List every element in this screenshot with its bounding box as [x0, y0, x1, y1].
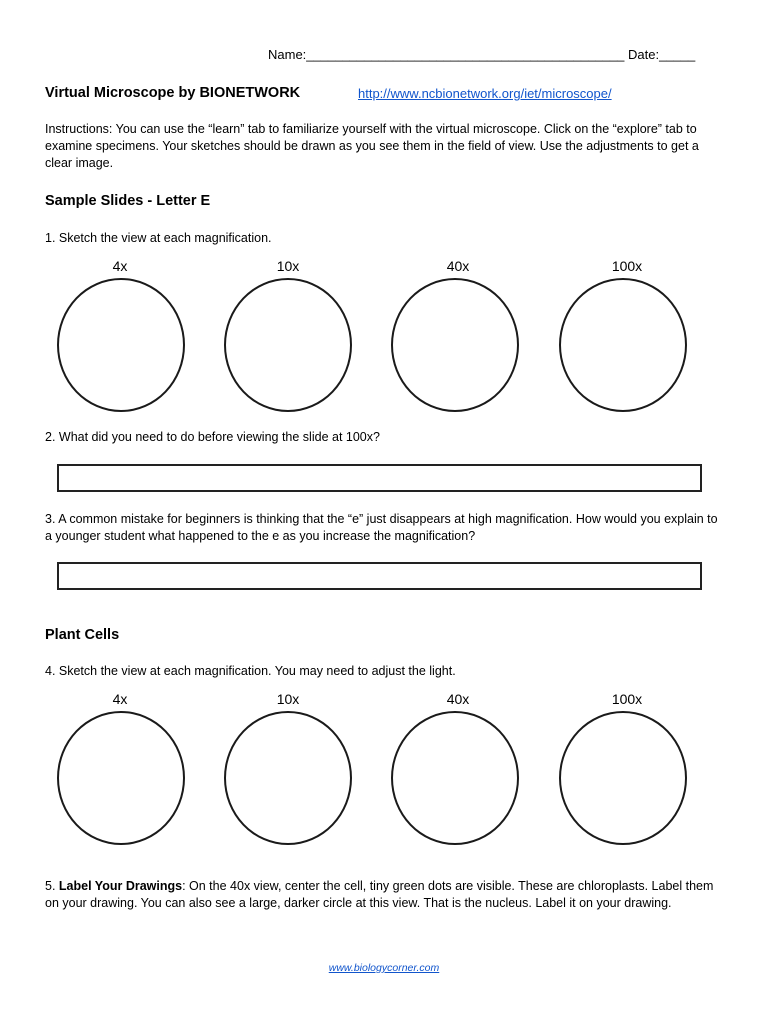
name-date-line	[268, 46, 695, 63]
page-title: Virtual Microscope by BIONETWORK	[45, 85, 301, 101]
section-heading-sample-slides: Sample Slides - Letter E	[45, 193, 211, 209]
mag-label-100x: 100x	[611, 691, 643, 707]
sketch-circle-100x[interactable]	[559, 278, 687, 412]
mag-label-40x: 40x	[446, 258, 470, 274]
question-3: 3. A common mistake for beginners is thinking that the “e” just disappears at high magnification. How would you explain to a younger student what happened to the e as you increase the magnification?	[45, 512, 718, 543]
instructions-text: Instructions: You can use the “learn” tab to familiarize yourself with the virtual microscope. Click on the “explore” tab to examine specimens. Your sketches should be drawn as you see them in the field of view. Use the adjustments to get a clear image.	[45, 122, 699, 170]
microscope-url-link[interactable]: http://www.ncbionetwork.org/iet/microscope/	[358, 86, 612, 101]
mag-label-10x: 10x	[276, 691, 300, 707]
sketch-circle-10x[interactable]	[224, 278, 352, 412]
sketch-circle-100x[interactable]	[559, 711, 687, 845]
question-5-bold-label: Label Your Drawings	[58, 879, 183, 893]
sketch-circle-40x[interactable]	[391, 711, 519, 845]
mag-label-10x: 10x	[276, 258, 300, 274]
date-field[interactable]: _____	[659, 47, 696, 62]
name-label: Name:	[268, 47, 307, 62]
mag-label-100x: 100x	[611, 258, 643, 274]
question-4: 4. Sketch the view at each magnification. You may need to adjust the light.	[45, 664, 456, 678]
sketch-circle-10x[interactable]	[224, 711, 352, 845]
section-heading-plant-cells: Plant Cells	[45, 627, 120, 643]
mag-label-4x: 4x	[112, 258, 128, 274]
question-5-number: 5.	[45, 879, 59, 893]
sketch-circle-4x[interactable]	[57, 711, 185, 845]
mag-label-4x: 4x	[112, 691, 128, 707]
date-label: Date:	[628, 47, 660, 62]
question-5	[45, 878, 727, 912]
answer-box-q3[interactable]	[57, 562, 702, 590]
magnification-row-plant-cells	[0, 691, 768, 851]
magnification-row-letter-e	[0, 258, 768, 418]
name-field[interactable]: ____________________________________________	[306, 47, 625, 62]
sketch-circle-4x[interactable]	[57, 278, 185, 412]
question-1: 1. Sketch the view at each magnification.	[45, 231, 272, 245]
answer-box-q2[interactable]	[57, 464, 702, 492]
question-5-text: : On the 40x view, center the cell, tiny green dots are visible. These are chloroplasts. Label them on your drawing. You can also see a large, darker circle at this view. That is the nucleus. Label it on your drawing.	[45, 879, 714, 910]
footer-link[interactable]: www.biologycorner.com	[328, 962, 440, 974]
question-2: 2. What did you need to do before viewing the slide at 100x?	[45, 430, 380, 444]
sketch-circle-40x[interactable]	[391, 278, 519, 412]
mag-label-40x: 40x	[446, 691, 470, 707]
